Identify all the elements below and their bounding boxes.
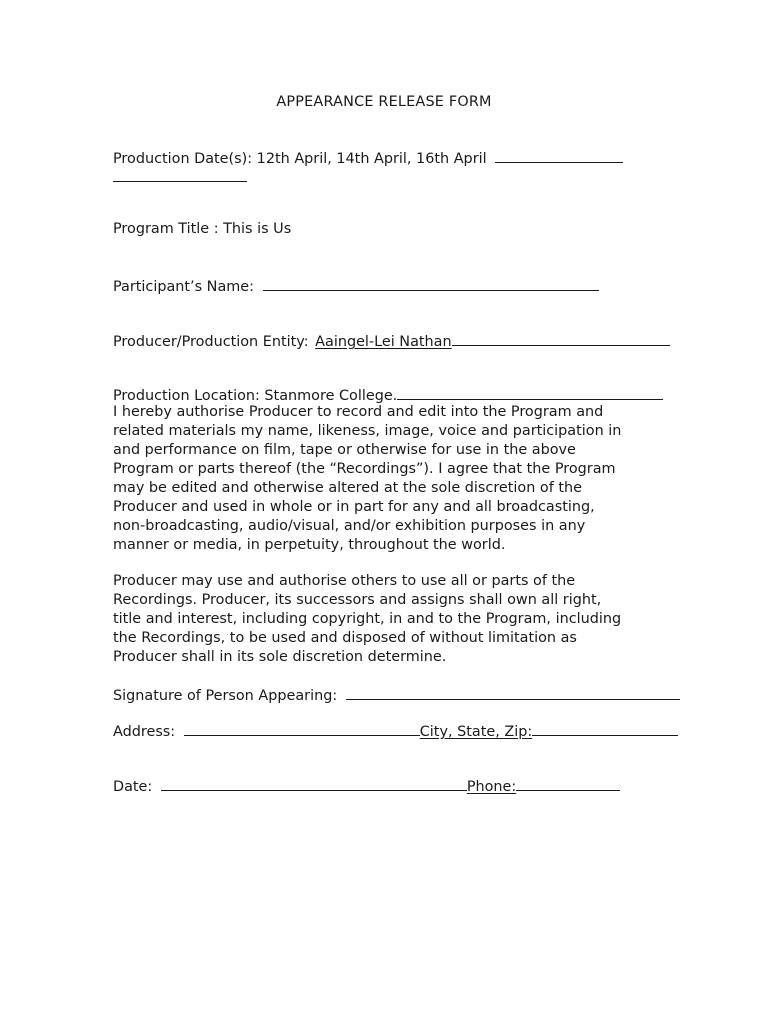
authorisation-paragraph bbox=[113, 403, 673, 555]
phone-label: Phone: bbox=[466, 779, 517, 795]
city-state-zip-field[interactable] bbox=[532, 720, 678, 736]
signature-label: Signature of Person Appearing: bbox=[113, 688, 338, 704]
date-field[interactable] bbox=[161, 775, 467, 791]
participant-name-label: Participant’s Name: bbox=[113, 279, 254, 295]
date-phone-line bbox=[113, 775, 620, 797]
paragraph-line: Producer may use and authorise others to use all or parts of the bbox=[113, 573, 576, 589]
producer-line bbox=[113, 330, 670, 352]
signature-line bbox=[113, 684, 680, 706]
production-dates-label: Production Date(s): 12th April, 14th April, 16th April bbox=[113, 151, 487, 167]
participant-name-field[interactable] bbox=[263, 275, 599, 291]
paragraph-line: Producer shall in its sole discretion determine. bbox=[113, 649, 447, 665]
paragraph-line: Producer and used in whole or in part for any and all broadcasting, bbox=[113, 499, 595, 515]
production-dates-blank[interactable] bbox=[495, 147, 623, 163]
producer-value: Aaingel-Lei Nathan bbox=[315, 334, 452, 350]
paragraph-line: may be edited and otherwise altered at the sole discretion of the bbox=[113, 480, 582, 496]
city-state-zip-label: City, State, Zip: bbox=[419, 724, 533, 740]
form-title: APPEARANCE RELEASE FORM bbox=[276, 94, 492, 110]
date-label: Date: bbox=[113, 779, 153, 795]
production-dates-blank-2[interactable] bbox=[113, 166, 247, 182]
program-title-line: Program Title : This is Us bbox=[113, 221, 292, 237]
address-line bbox=[113, 720, 678, 742]
paragraph-line: Recordings. Producer, its successors and assigns shall own all right, bbox=[113, 592, 602, 608]
paragraph-line: the Recordings, to be used and disposed of without limitation as bbox=[113, 630, 577, 646]
producer-label: Producer/Production Entity: bbox=[113, 334, 309, 350]
paragraph-line: and performance on film, tape or otherwise for use in the above bbox=[113, 442, 576, 458]
production-dates-continuation bbox=[113, 166, 247, 188]
paragraph-line: non-broadcasting, audio/visual, and/or exhibition purposes in any bbox=[113, 518, 586, 534]
address-label: Address: bbox=[113, 724, 176, 740]
paragraph-line: related materials my name, likeness, image, voice and participation in bbox=[113, 423, 622, 439]
producer-field-blank[interactable] bbox=[452, 330, 670, 346]
phone-field[interactable] bbox=[516, 775, 620, 791]
paragraph-line: title and interest, including copyright, in and to the Program, including bbox=[113, 611, 622, 627]
location-label: Production Location: Stanmore College. bbox=[113, 388, 398, 404]
participant-name-line bbox=[113, 275, 599, 297]
signature-field[interactable] bbox=[346, 684, 680, 700]
paragraph-line: I hereby authorise Producer to record and edit into the Program and bbox=[113, 404, 604, 420]
paragraph-line: Program or parts thereof (the “Recordings”). I agree that the Program bbox=[113, 461, 616, 477]
paragraph-line: manner or media, in perpetuity, throughout the world. bbox=[113, 537, 506, 553]
location-field-blank[interactable] bbox=[397, 384, 663, 400]
rights-paragraph bbox=[113, 572, 673, 667]
address-field[interactable] bbox=[184, 720, 420, 736]
